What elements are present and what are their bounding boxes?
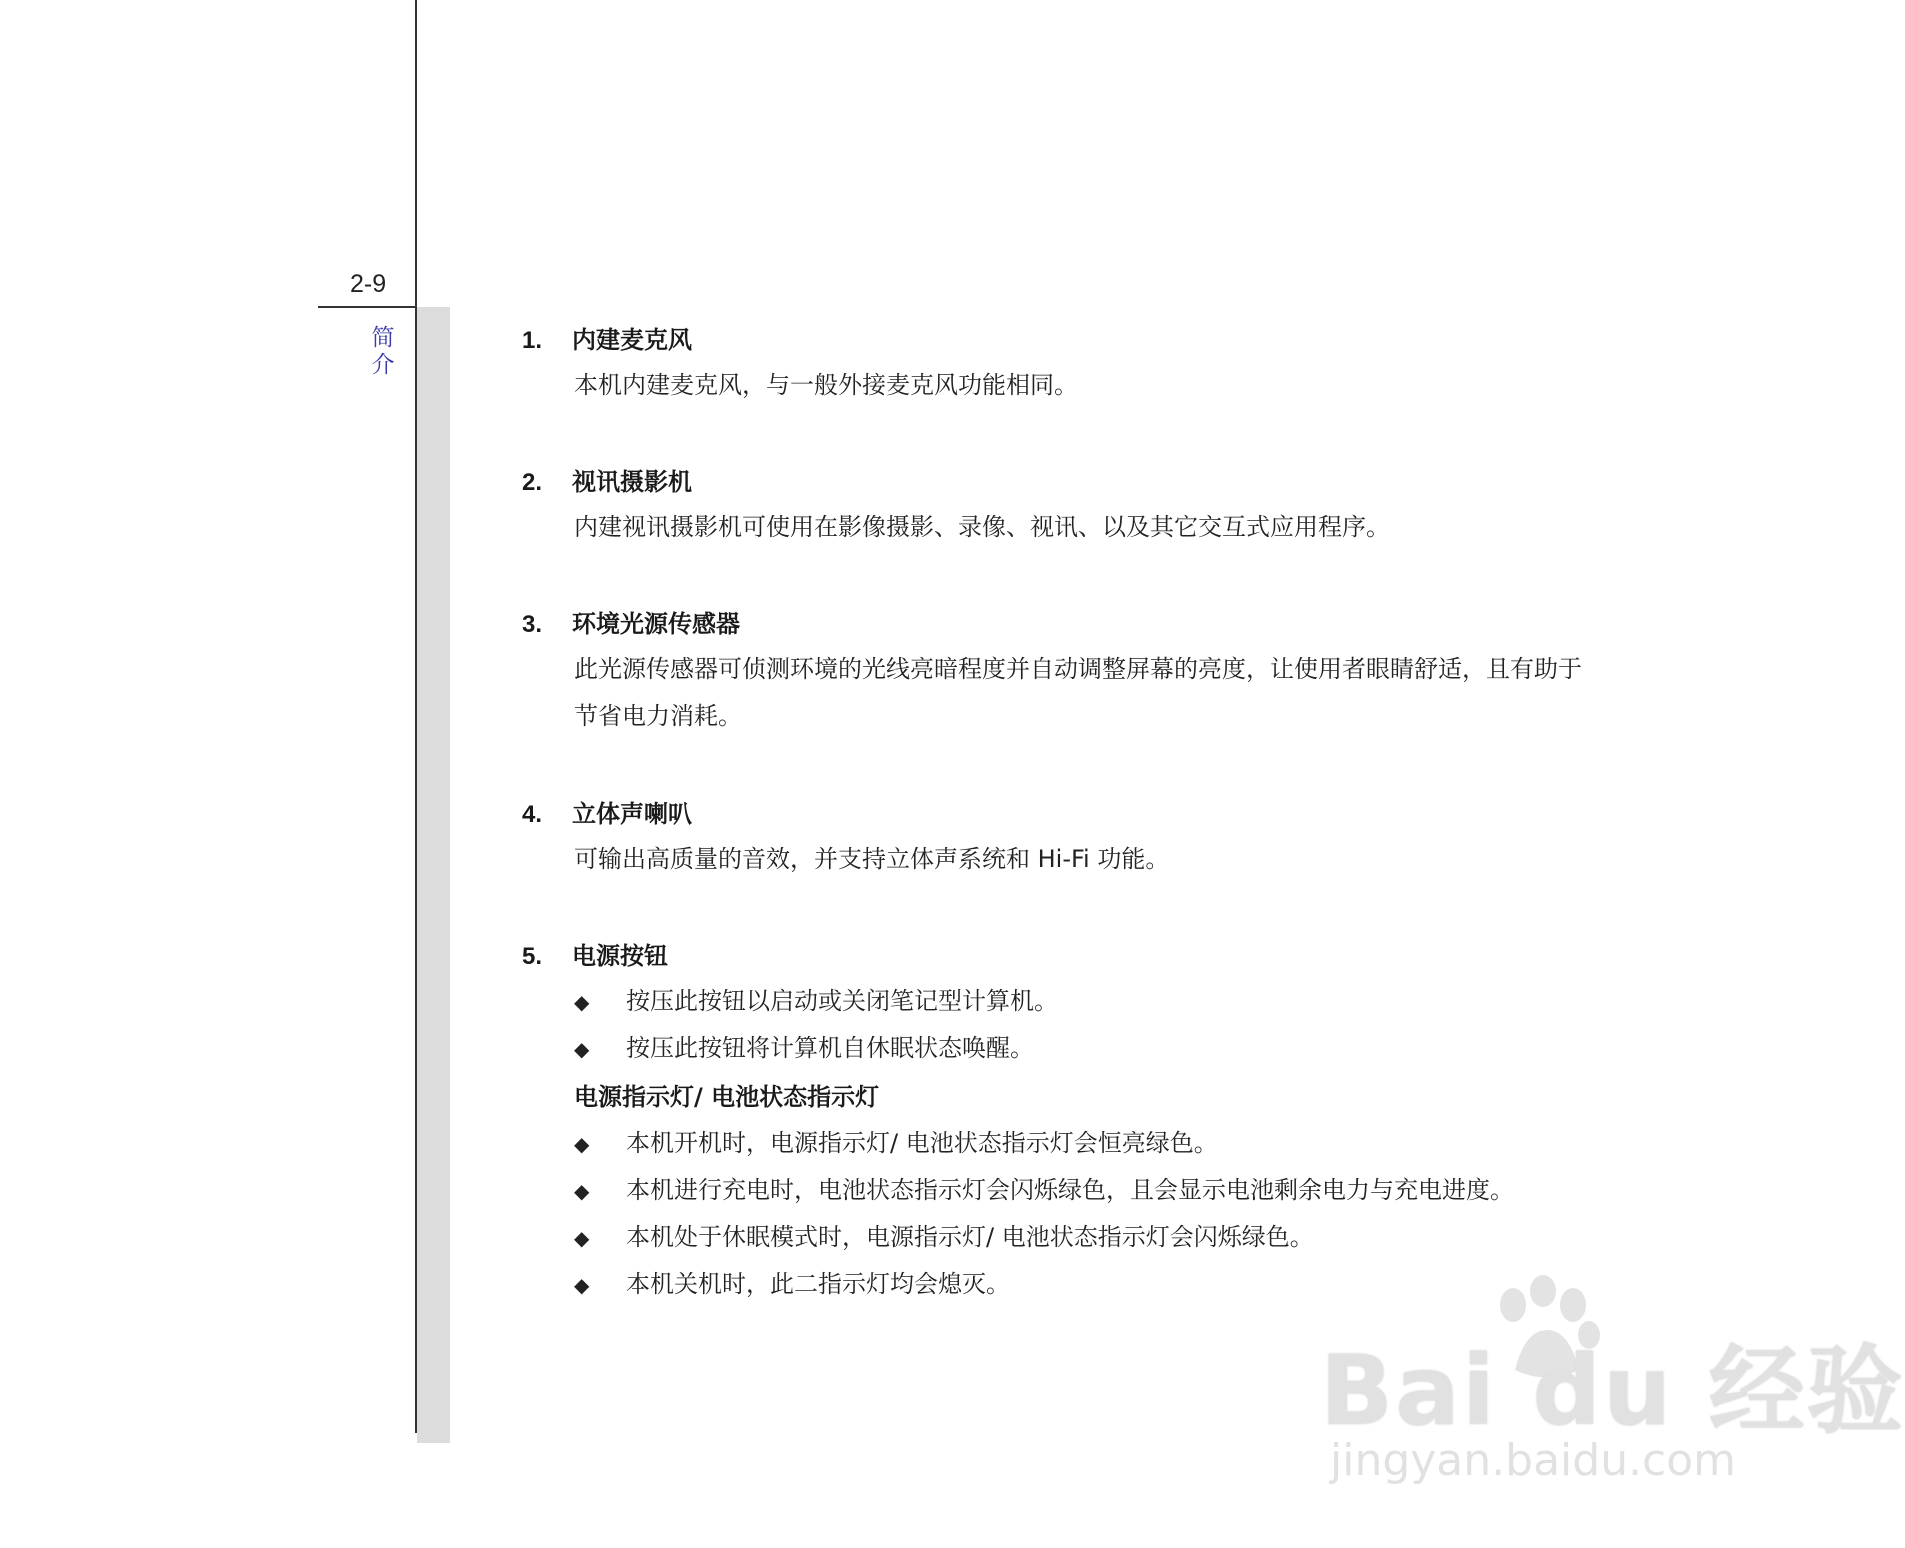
- item-title-text: 环境光源传感器: [572, 610, 740, 638]
- list-item-text: 按压此按钮将计算机自休眠状态唤醒。: [626, 1034, 1034, 1062]
- body-line: 内建视讯摄影机可使用在影像摄影、录像、视讯、以及其它交互式应用程序。: [574, 513, 1390, 541]
- horizontal-rule: [318, 306, 417, 308]
- diamond-bullet-icon: ◆: [574, 1037, 590, 1061]
- item-title-1: [522, 320, 692, 355]
- item-title-2: [522, 462, 692, 497]
- item-body-3: [574, 646, 1582, 740]
- list-item: [574, 1120, 1514, 1167]
- watermark-logo: Bai du 经验: [1320, 1335, 1905, 1447]
- item-number: 1.: [522, 327, 543, 354]
- watermark-url: jingyan.baidu.com: [1330, 1435, 1737, 1486]
- item-title-text: 电源按钮: [572, 942, 668, 970]
- list-item: [574, 1167, 1514, 1214]
- diamond-bullet-icon: ◆: [574, 1132, 590, 1156]
- list-item: [574, 1214, 1514, 1261]
- body-line: 本机内建麦克风，与一般外接麦克风功能相同。: [574, 371, 1078, 399]
- list-item: [574, 1025, 1058, 1072]
- body-line: 节省电力消耗。: [574, 702, 742, 730]
- diamond-bullet-icon: ◆: [574, 1226, 590, 1250]
- list-item-text: 本机关机时，此二指示灯均会熄灭。: [626, 1270, 1010, 1298]
- item-number: 4.: [522, 801, 543, 828]
- list-item: [574, 978, 1058, 1025]
- item-number: 3.: [522, 611, 543, 638]
- item-number: 5.: [522, 943, 543, 970]
- diamond-bullet-icon: ◆: [574, 990, 590, 1014]
- item-title-5: [522, 936, 668, 971]
- list-item-text: 本机处于休眠模式时，电源指示灯/ 电池状态指示灯会闪烁绿色。: [626, 1223, 1314, 1251]
- item-body-2: [574, 504, 1390, 551]
- list-item-text: 本机进行充电时，电池状态指示灯会闪烁绿色，且会显示电池剩余电力与充电进度。: [626, 1176, 1514, 1204]
- item-title-3: [522, 604, 740, 639]
- list-item-text: 按压此按钮以启动或关闭笔记型计算机。: [626, 987, 1058, 1015]
- diamond-bullet-icon: ◆: [574, 1273, 590, 1297]
- item-title-text: 立体声喇叭: [572, 800, 692, 828]
- diamond-bullet-icon: ◆: [574, 1179, 590, 1203]
- item-body-4: [574, 836, 1169, 883]
- body-line: 可输出高质量的音效，并支持立体声系统和 Hi-Fi 功能。: [574, 845, 1170, 873]
- baidu-watermark: [1320, 1275, 1905, 1495]
- bullet-list: [574, 978, 1058, 1072]
- section-tab: 简介: [371, 325, 395, 378]
- sub-heading: 电源指示灯/ 电池状态指示灯: [574, 1083, 880, 1111]
- item-title-4: [522, 794, 692, 829]
- item-body-1: [574, 362, 1078, 409]
- item-number: 2.: [522, 469, 543, 496]
- page-number: 2-9: [350, 270, 387, 298]
- gray-margin-band: [417, 307, 450, 1443]
- body-line: 此光源传感器可侦测环境的光线亮暗程度并自动调整屏幕的亮度，让使用者眼睛舒适，且有助于: [574, 655, 1582, 683]
- list-item-text: 本机开机时，电源指示灯/ 电池状态指示灯会恒亮绿色。: [626, 1129, 1218, 1157]
- item-title-text: 视讯摄影机: [572, 468, 692, 496]
- item-title-text: 内建麦克风: [572, 326, 692, 354]
